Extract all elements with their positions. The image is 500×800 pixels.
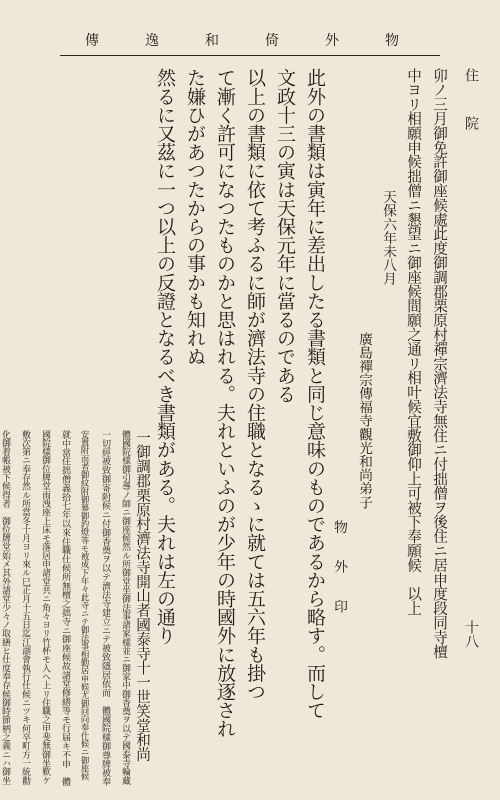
document-line: 國院樣御位牌堂雨洩座上床モ落居申諸堂共ニ角々ヨリ竹杯モ入ヘ上リ住職之甲斐無御坐歎ケ <box>40 430 50 785</box>
body-line: 以上の書類に依て考ふるに師が濟法寺の住職となるゝに就ては五六年も掛つ <box>244 68 266 701</box>
document-line: 安置附而者御紋附御幕御釣燈等モ被成下年々此寺ニテ御法事相勤居申候尤御回向奉仕候ニ御座候 <box>80 430 90 781</box>
document-line: 一切經被致御寄附候ニ付御香奠ヲ以テ濟法寺建立ニテ被致隱居依而 體國院樣御尊牌被奉 <box>100 430 110 786</box>
document-line: 就中當住拙僧義拾七年以來住職仕候所無檀之拙寺ニ御座候故諸堂修繕等モ行届キ不申 體 <box>60 430 70 786</box>
signature-name: 物 外 印 <box>331 520 347 619</box>
side-label: 住 院 <box>463 68 479 140</box>
body-line: た嫌ひがあつたからの事かも知れぬ <box>184 68 206 366</box>
body-line: 此外の書類は寅年に差出したる書類と同じ意味のものであるから略す。而して <box>304 68 326 720</box>
signature: 廣島禪宗傳福寺觀光和尚弟子 <box>356 332 372 509</box>
document-line: 體國院樣御引導ノ師ニ御座候然ル所御堂坐御法事諸家樣並ニ御家中御香奠ヲ以テ國泰寺輪藏 <box>120 430 130 785</box>
document-line: 敷次第ニ奉存然ル所當冬十月ヨリ來ル巳正月十五日迄江湖會執行仕候ニツキ何卒町方一統勸 <box>20 430 30 785</box>
body-line: 文政十三の寅は天保元年に當るのである <box>274 68 296 403</box>
document-line: 化御着帳被下候得者 御位牌堂始メ其外諸堂少々ノ取繕ヒ仕度奉存候御時節柄之義ニハ御坐 <box>0 430 10 785</box>
page-number: 十八 <box>463 620 479 648</box>
quote-line: 中ヨリ相願申候拙僧ニ懇望ニ御座候間願之通リ相叶候宜敷御仰上可被下奉願候 以上 <box>405 68 422 616</box>
document-line: 一御調郡栗原村濟法寺開山者國泰寺十一世笑堂和尚 <box>134 430 151 762</box>
quote-line: 卯ノ三月御免許御座候處此度御調郡栗原村禪宗濟法寺無住ニ付拙僧ヲ後住ニ居申度段同寺檀 <box>431 68 448 659</box>
body-line: 然るに又茲に一つ以上の反證となるべき書類がある。夫れは左の通り <box>154 68 176 645</box>
running-head: 傳 逸 和 倚 外 物 <box>85 33 415 49</box>
date-line: 天保六年未八月 <box>380 190 396 286</box>
body-line: て漸く許可になつたものかと思はれる。夫れといふのが少年の時國外に放逐され <box>214 68 236 738</box>
header-rule <box>60 55 440 56</box>
